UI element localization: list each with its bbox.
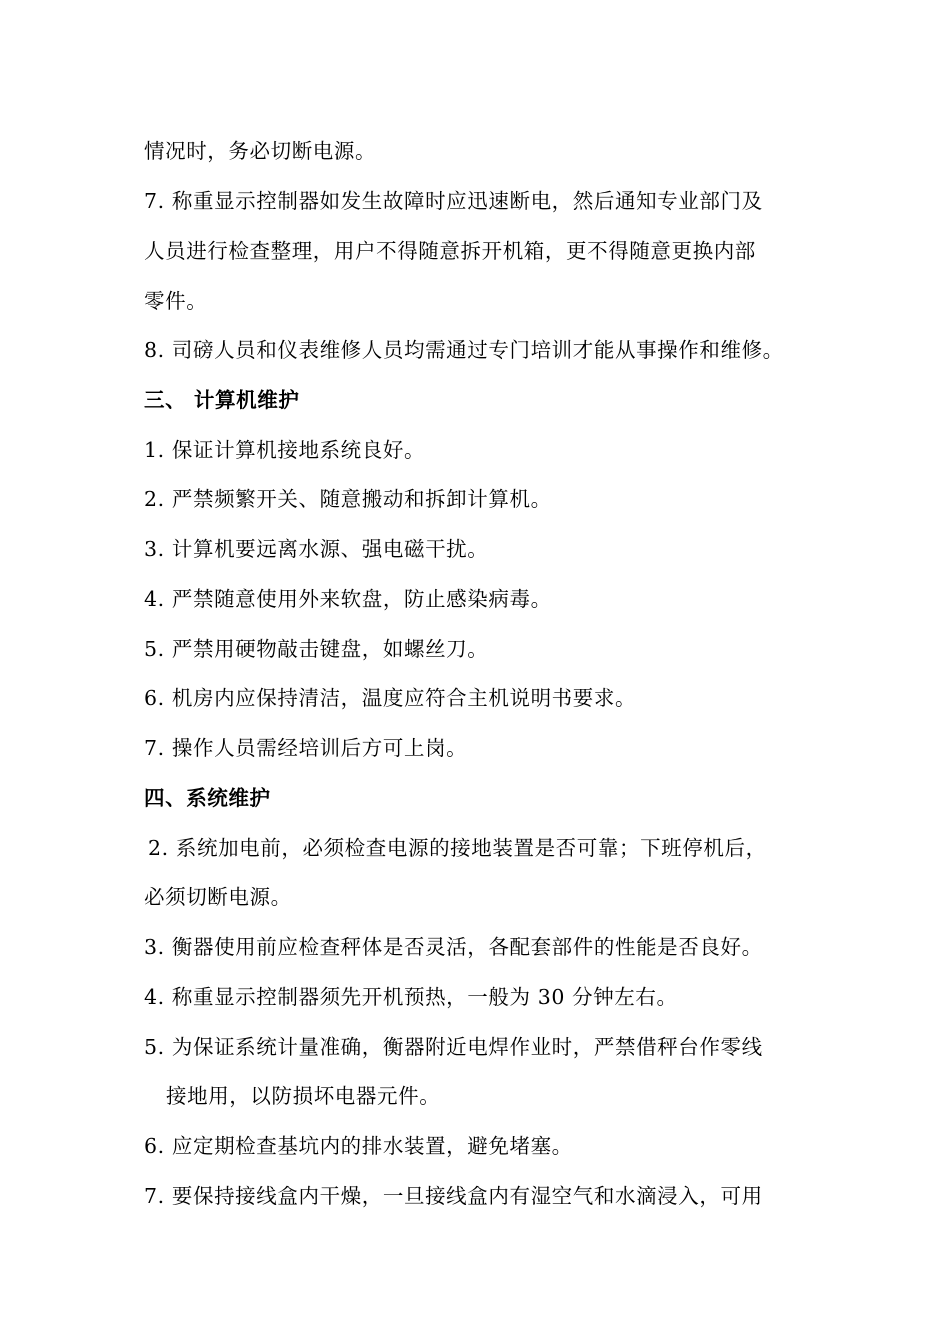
- section-heading-system-maintenance: 四、系统维护: [144, 786, 271, 810]
- list-item-2: 2. 严禁频繁开关、随意搬动和拆卸计算机。: [144, 487, 552, 511]
- paragraph-line: 人员进行检查整理，用户不得随意拆开机箱，更不得随意更换内部: [144, 239, 756, 263]
- list-item-1: 1. 保证计算机接地系统良好。: [144, 438, 426, 462]
- list-item-2: 2. 系统加电前，必须检查电源的接地装置是否可靠；下班停机后，: [148, 836, 767, 860]
- list-item-5: 5. 为保证系统计量准确，衡器附近电焊作业时，严禁借秤台作零线: [144, 1035, 763, 1059]
- list-item-6: 6. 机房内应保持清洁，温度应符合主机说明书要求。: [144, 686, 637, 710]
- list-item-4: 4. 称重显示控制器须先开机预热，一般为 30 分钟左右。: [144, 985, 678, 1009]
- paragraph-line: 接地用，以防损坏电器元件。: [166, 1084, 441, 1108]
- list-item-3: 3. 衡器使用前应检查秤体是否灵活，各配套部件的性能是否良好。: [144, 935, 763, 959]
- list-item-3: 3. 计算机要远离水源、强电磁干扰。: [144, 537, 489, 561]
- paragraph-line: 情况时，务必切断电源。: [144, 139, 377, 163]
- list-item-6: 6. 应定期检查基坑内的排水装置，避免堵塞。: [144, 1134, 573, 1158]
- list-item-8: 8. 司磅人员和仪表维修人员均需通过专门培训才能从事操作和维修。: [144, 338, 784, 362]
- section-heading-computer-maintenance: 三、 计算机维护: [144, 388, 300, 412]
- list-item-5: 5. 严禁用硬物敲击键盘，如螺丝刀。: [144, 637, 489, 661]
- paragraph-line: 必须切断电源。: [144, 885, 292, 909]
- list-item-7: 7. 要保持接线盒内干燥，一旦接线盒内有湿空气和水滴浸入，可用: [144, 1184, 763, 1208]
- list-item-7: 7. 操作人员需经培训后方可上岗。: [144, 736, 468, 760]
- list-item-7: 7. 称重显示控制器如发生故障时应迅速断电，然后通知专业部门及: [144, 189, 763, 213]
- list-item-4: 4. 严禁随意使用外来软盘，防止感染病毒。: [144, 587, 552, 611]
- paragraph-line: 零件。: [144, 289, 208, 313]
